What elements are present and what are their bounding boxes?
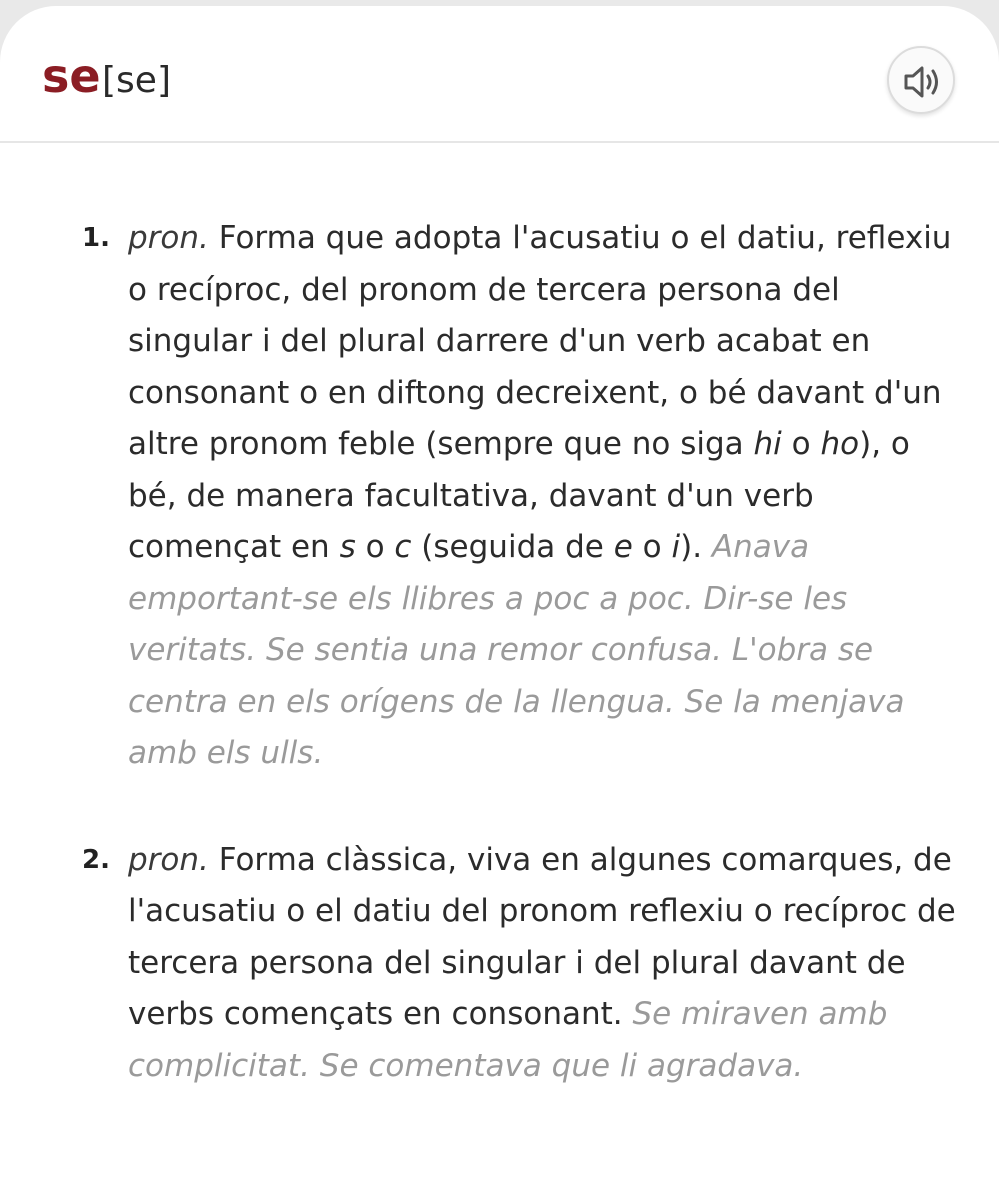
example-sentences: Se miraven amb complicitat. Se comentava que li agradava. (128, 996, 888, 1084)
definition-emphasis: e (613, 529, 633, 565)
sense-1 (0, 213, 999, 780)
definition-text: ), o bé, de manera facultativa, davant d'un verb començat en (128, 426, 910, 565)
headword: se (42, 49, 101, 103)
sense-number: 2. (82, 844, 110, 875)
entry-header (0, 6, 999, 143)
definition-emphasis: c (394, 529, 412, 565)
sense-2 (0, 835, 999, 1093)
part-of-speech: pron. (128, 841, 209, 878)
part-of-speech: pron. (128, 220, 209, 256)
definition-emphasis: hi (753, 426, 782, 462)
entry-content (0, 166, 999, 1092)
definition-text: (seguida de (411, 529, 614, 565)
definition-text: ). (680, 529, 703, 565)
speaker-icon (903, 64, 943, 100)
audio-button[interactable] (887, 46, 955, 114)
dictionary-card (0, 6, 999, 1200)
definition-text: o (781, 426, 821, 462)
definition-emphasis: ho (820, 426, 860, 462)
definition-text: Forma que adopta l'acusatiu o el datiu, reflexiu o recíproc, del pronom de tercera persona del singular i del plural darrere d'un verb acabat en consonant o en diftong decreixent, o bé davant d'un altre pronom feble (sempre que no siga (128, 220, 952, 462)
definition-text: Forma clàssica, viva en algunes comarques, de l'acusatiu o el datiu del pronom reflexiu o recíproc de tercera persona del singular i del plural davant de verbs començats en consonant. (128, 841, 956, 1032)
sense-number: 1. (82, 223, 110, 253)
pronunciation: [se] (102, 60, 171, 101)
example-sentences: Anava emportant-se els llibres a poc a poc. Dir-se les veritats. Se sentia una remor confusa. L'obra se centra en els orígens de la llengua. Se la menjava amb els ulls. (128, 529, 905, 771)
definition-emphasis: i (671, 529, 681, 565)
definition-text: o (355, 529, 395, 565)
definition-emphasis: s (339, 529, 356, 565)
definition-text: o (632, 529, 672, 565)
